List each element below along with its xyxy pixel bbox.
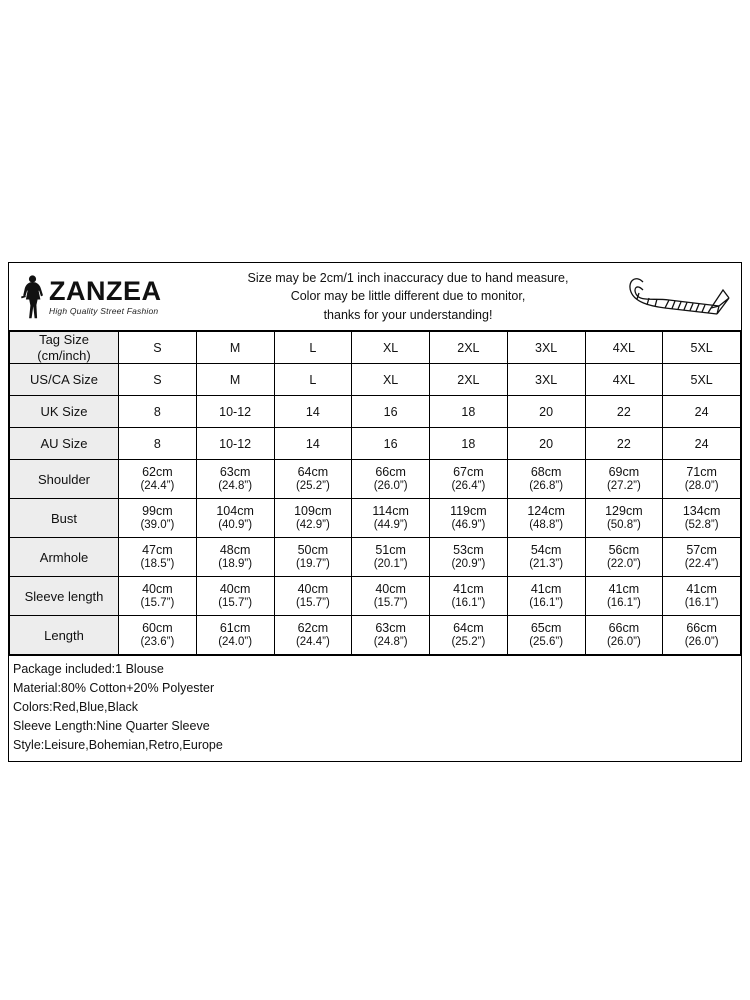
cell-shoulder: [196, 460, 274, 499]
value-inch: (26.8”): [529, 479, 564, 492]
value-cm: 69cm: [608, 465, 640, 480]
row-label-uk-size: UK Size: [10, 396, 119, 428]
note-package: Package included:1 Blouse: [13, 662, 164, 677]
value-cm: 129cm: [605, 504, 643, 519]
value-inch: (15.7”): [140, 596, 175, 609]
value-inch: (16.1”): [529, 596, 564, 609]
tag-size-label-line1: Tag Size: [39, 332, 89, 347]
value-cm: 109cm: [294, 504, 332, 519]
value-cm: 71cm: [686, 465, 717, 480]
cell-uk-size: 16: [352, 396, 430, 428]
cell-bust: [663, 499, 741, 538]
value-inch: (16.1”): [684, 596, 719, 609]
cell-uk-size: 8: [119, 396, 197, 428]
cell-uk-size: 24: [663, 396, 741, 428]
note-colors: Colors:Red,Blue,Black: [13, 700, 139, 715]
value-inch: (46.9”): [451, 518, 486, 531]
value-inch: (18.5”): [140, 557, 175, 570]
value-cm: 66cm: [686, 621, 717, 636]
value-inch: (24.4”): [295, 635, 330, 648]
cell-shoulder: [507, 460, 585, 499]
note-material: Material:80% Cotton+20% Polyester: [13, 681, 215, 696]
row-label-length: Length: [10, 616, 119, 655]
cell-length: [663, 616, 741, 655]
table-row-armhole: [10, 538, 741, 577]
value-cm: 63cm: [219, 465, 251, 480]
cell-tag-size: L: [274, 332, 352, 364]
notice-line-1: Size may be 2cm/1 inch inaccuracy due to hand measure,: [247, 271, 569, 286]
value-cm: 66cm: [375, 465, 406, 480]
cell-armhole: [585, 538, 663, 577]
table-row-uk-size: [10, 396, 741, 428]
cell-tag-size: XL: [352, 332, 430, 364]
value-cm: 104cm: [216, 504, 254, 519]
value-inch: (24.4”): [140, 479, 175, 492]
cell-length: [352, 616, 430, 655]
cell-length: [196, 616, 274, 655]
product-notes: [9, 655, 741, 761]
value-cm: 60cm: [142, 621, 173, 636]
cell-bust: [196, 499, 274, 538]
size-table: [9, 331, 741, 655]
value-cm: 63cm: [375, 621, 406, 636]
chart-header: [9, 263, 741, 331]
value-cm: 40cm: [375, 582, 406, 597]
table-row-tag-size: [10, 332, 741, 364]
value-inch: (25.6”): [529, 635, 564, 648]
value-cm: 119cm: [450, 504, 487, 519]
value-cm: 99cm: [142, 504, 173, 519]
value-cm: 51cm: [375, 543, 406, 558]
value-inch: (42.9”): [295, 518, 330, 531]
cell-us-ca-size: L: [274, 364, 352, 396]
cell-sleeve-length: [274, 577, 352, 616]
cell-bust: [352, 499, 430, 538]
value-inch: (15.7”): [218, 596, 253, 609]
value-cm: 53cm: [453, 543, 484, 558]
value-inch: (39.0”): [140, 518, 175, 531]
cell-length: [585, 616, 663, 655]
value-cm: 61cm: [219, 621, 251, 636]
cell-uk-size: 18: [430, 396, 508, 428]
cell-us-ca-size: 2XL: [430, 364, 508, 396]
value-cm: 41cm: [608, 582, 640, 597]
value-cm: 65cm: [530, 621, 562, 636]
cell-armhole: [352, 538, 430, 577]
value-cm: 40cm: [219, 582, 251, 597]
value-inch: (19.7”): [295, 557, 330, 570]
value-cm: 64cm: [453, 621, 484, 636]
value-cm: 56cm: [608, 543, 640, 558]
value-cm: 64cm: [297, 465, 329, 480]
table-row-shoulder: [10, 460, 741, 499]
value-inch: (50.8”): [606, 518, 641, 531]
cell-tag-size: 3XL: [507, 332, 585, 364]
brand-tagline: High Quality Street Fashion: [49, 305, 159, 316]
cell-bust: [274, 499, 352, 538]
brand-text: [49, 275, 162, 316]
value-cm: 50cm: [297, 543, 329, 558]
value-inch: (22.4”): [684, 557, 719, 570]
cell-tag-size: 4XL: [585, 332, 663, 364]
cell-shoulder: [352, 460, 430, 499]
value-cm: 41cm: [453, 582, 484, 597]
table-row-au-size: [10, 428, 741, 460]
value-inch: (26.4”): [451, 479, 486, 492]
value-inch: (26.0”): [373, 479, 408, 492]
value-inch: (16.1”): [451, 596, 486, 609]
value-cm: 66cm: [608, 621, 640, 636]
row-label-bust: Bust: [10, 499, 119, 538]
note-style: Style:Leisure,Bohemian,Retro,Europe: [13, 738, 223, 753]
cell-shoulder: [585, 460, 663, 499]
value-inch: (22.0”): [606, 557, 641, 570]
value-inch: (18.9”): [218, 557, 253, 570]
value-cm: 41cm: [686, 582, 717, 597]
row-label-us-ca-size: US/CA Size: [10, 364, 119, 396]
cell-au-size: 10-12: [196, 428, 274, 460]
value-cm: 114cm: [372, 504, 409, 519]
value-inch: (26.0”): [606, 635, 641, 648]
row-label-au-size: AU Size: [10, 428, 119, 460]
value-inch: (23.6”): [140, 635, 175, 648]
table-row-us-ca-size: [10, 364, 741, 396]
cell-armhole: [274, 538, 352, 577]
size-chart-sheet: [8, 262, 742, 762]
cell-shoulder: [663, 460, 741, 499]
value-cm: 41cm: [530, 582, 562, 597]
cell-sleeve-length: [663, 577, 741, 616]
cell-bust: [507, 499, 585, 538]
value-cm: 62cm: [297, 621, 329, 636]
cell-bust: [430, 499, 508, 538]
cell-uk-size: 14: [274, 396, 352, 428]
value-inch: (27.2”): [606, 479, 641, 492]
cell-uk-size: 10-12: [196, 396, 274, 428]
cell-us-ca-size: 3XL: [507, 364, 585, 396]
value-cm: 134cm: [682, 504, 721, 519]
cell-armhole: [196, 538, 274, 577]
value-cm: 57cm: [686, 543, 717, 558]
cell-sleeve-length: [352, 577, 430, 616]
brand-name: ZANZEA: [49, 275, 162, 306]
note-sleeve-length: Sleeve Length:Nine Quarter Sleeve: [13, 719, 210, 734]
cell-armhole: [507, 538, 585, 577]
cell-sleeve-length: [119, 577, 197, 616]
cell-au-size: 18: [430, 428, 508, 460]
cell-length: [274, 616, 352, 655]
cell-armhole: [430, 538, 508, 577]
value-inch: (24.0”): [218, 635, 253, 648]
cell-us-ca-size: 4XL: [585, 364, 663, 396]
value-inch: (26.0”): [684, 635, 719, 648]
value-inch: (20.9”): [451, 557, 486, 570]
row-label-shoulder: Shoulder: [10, 460, 119, 499]
cell-uk-size: 20: [507, 396, 585, 428]
value-inch: (15.7”): [295, 596, 330, 609]
value-inch: (44.9”): [373, 518, 408, 531]
cell-length: [507, 616, 585, 655]
notice-line-2: Color may be little different due to monitor,: [290, 289, 526, 304]
value-cm: 47cm: [142, 543, 173, 558]
cell-au-size: 16: [352, 428, 430, 460]
value-inch: (28.0”): [684, 479, 719, 492]
value-cm: 54cm: [530, 543, 562, 558]
cell-length: [430, 616, 508, 655]
measurement-notice: [195, 269, 621, 323]
cell-shoulder: [274, 460, 352, 499]
cell-armhole: [119, 538, 197, 577]
cell-us-ca-size: XL: [352, 364, 430, 396]
cell-au-size: 14: [274, 428, 352, 460]
notice-line-3: thanks for your understanding!: [323, 307, 493, 322]
cell-uk-size: 22: [585, 396, 663, 428]
value-cm: 124cm: [527, 504, 565, 519]
cell-us-ca-size: 5XL: [663, 364, 741, 396]
value-inch: (25.2”): [451, 635, 486, 648]
cell-sleeve-length: [430, 577, 508, 616]
value-inch: (16.1”): [606, 596, 641, 609]
cell-sleeve-length: [585, 577, 663, 616]
cell-au-size: 20: [507, 428, 585, 460]
row-label-armhole: Armhole: [10, 538, 119, 577]
cell-tag-size: M: [196, 332, 274, 364]
value-cm: 40cm: [142, 582, 173, 597]
cell-sleeve-length: [507, 577, 585, 616]
value-cm: 68cm: [530, 465, 562, 480]
value-cm: 67cm: [453, 465, 484, 480]
value-inch: (24.8”): [218, 479, 253, 492]
cell-au-size: 8: [119, 428, 197, 460]
value-cm: 62cm: [142, 465, 173, 480]
value-cm: 48cm: [219, 543, 251, 558]
tag-size-label-line2: (cm/inch): [37, 347, 91, 363]
woman-silhouette-icon: [19, 274, 45, 320]
value-inch: (25.2”): [295, 479, 330, 492]
value-inch: (21.3”): [529, 557, 564, 570]
value-cm: 40cm: [297, 582, 329, 597]
table-row-sleeve-length: [10, 577, 741, 616]
row-label-tag-size: [10, 332, 119, 364]
cell-tag-size: 5XL: [663, 332, 741, 364]
cell-us-ca-size: M: [196, 364, 274, 396]
cell-tag-size: 2XL: [430, 332, 508, 364]
row-label-sleeve-length: Sleeve length: [10, 577, 119, 616]
cell-au-size: 24: [663, 428, 741, 460]
table-row-length: [10, 616, 741, 655]
value-inch: (48.8”): [529, 518, 564, 531]
cell-us-ca-size: S: [119, 364, 197, 396]
cell-length: [119, 616, 197, 655]
cell-shoulder: [430, 460, 508, 499]
value-inch: (52.8”): [684, 518, 719, 531]
cell-bust: [119, 499, 197, 538]
cell-sleeve-length: [196, 577, 274, 616]
value-inch: (20.1”): [373, 557, 408, 570]
cell-au-size: 22: [585, 428, 663, 460]
brand-block: [9, 274, 195, 320]
table-row-bust: [10, 499, 741, 538]
cell-bust: [585, 499, 663, 538]
value-inch: (15.7”): [373, 596, 408, 609]
cell-shoulder: [119, 460, 197, 499]
value-inch: (24.8”): [373, 635, 408, 648]
measuring-tape-icon: [621, 267, 741, 327]
value-inch: (40.9”): [218, 518, 253, 531]
cell-tag-size: S: [119, 332, 197, 364]
cell-armhole: [663, 538, 741, 577]
